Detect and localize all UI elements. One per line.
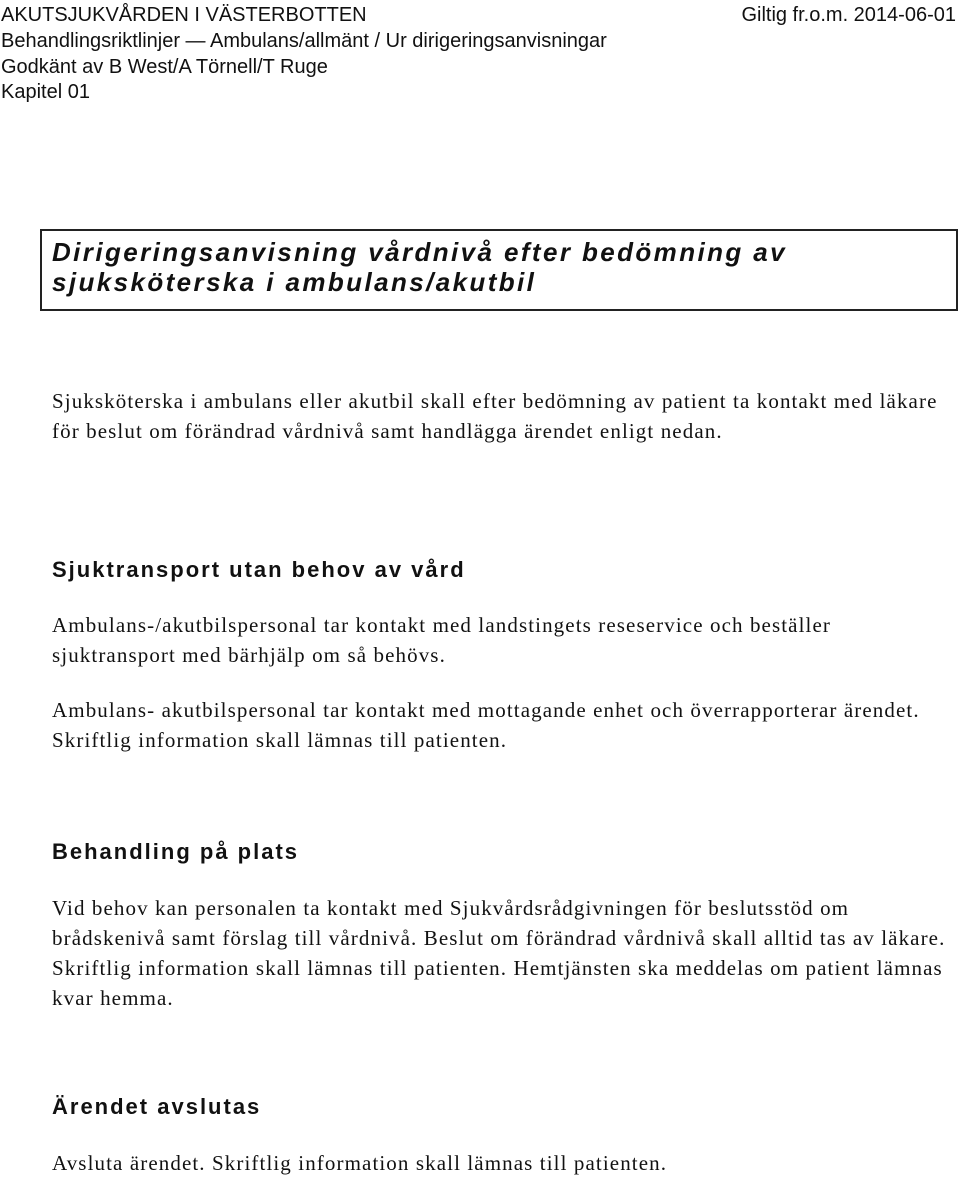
valid-from-date: Giltig fr.o.m. 2014-06-01 (741, 4, 956, 26)
chapter-label: Kapitel 01 (1, 81, 90, 103)
section-paragraph: Ambulans-/akutbilspersonal tar kontakt med landstingets reseservice och beställer sjuktransport med bärhjälp om så behövs. (52, 613, 831, 667)
intro-paragraph: Sjuksköterska i ambulans eller akutbil skall efter bedömning av patient ta kontakt med läkare för beslut om förändrad vårdnivå samt handlägga ärendet enligt nedan. (52, 389, 938, 443)
section-paragraph: Avsluta ärendet. Skriftlig information skall lämnas till patienten. (52, 1151, 668, 1175)
title-box (40, 229, 958, 311)
section-heading-sjuktransport: Sjuktransport utan behov av vård (52, 557, 466, 582)
document-type: Behandlingsriktlinjer — Ambulans/allmänt / Ur dirigeringsanvisningar (1, 30, 607, 52)
section-heading-avslutas: Ärendet avslutas (52, 1094, 262, 1119)
document-title: Dirigeringsanvisning vårdnivå efter bedömning av sjuksköterska i ambulans/akutbil (52, 237, 788, 297)
section-paragraph: Ambulans- akutbilspersonal tar kontakt med mottagande enhet och överrapporterar ärendet. Skriftlig information skall lämnas till patienten. (52, 698, 920, 752)
section-paragraph: Vid behov kan personalen ta kontakt med Sjukvårdsrådgivningen för beslutsstöd om brådskenivå samt förslag till vårdnivå. Beslut om förändrad vårdnivå skall alltid tas av läkare. Skriftlig information skall lämnas till patienten. Hemtjänsten ska meddelas om patient lämnas kvar hemma. (52, 896, 946, 1010)
section-heading-behandling: Behandling på plats (52, 839, 300, 864)
approved-by: Godkänt av B West/A Törnell/T Ruge (1, 56, 328, 78)
organization-name: AKUTSJUKVÅRDEN I VÄSTERBOTTEN (1, 4, 367, 26)
